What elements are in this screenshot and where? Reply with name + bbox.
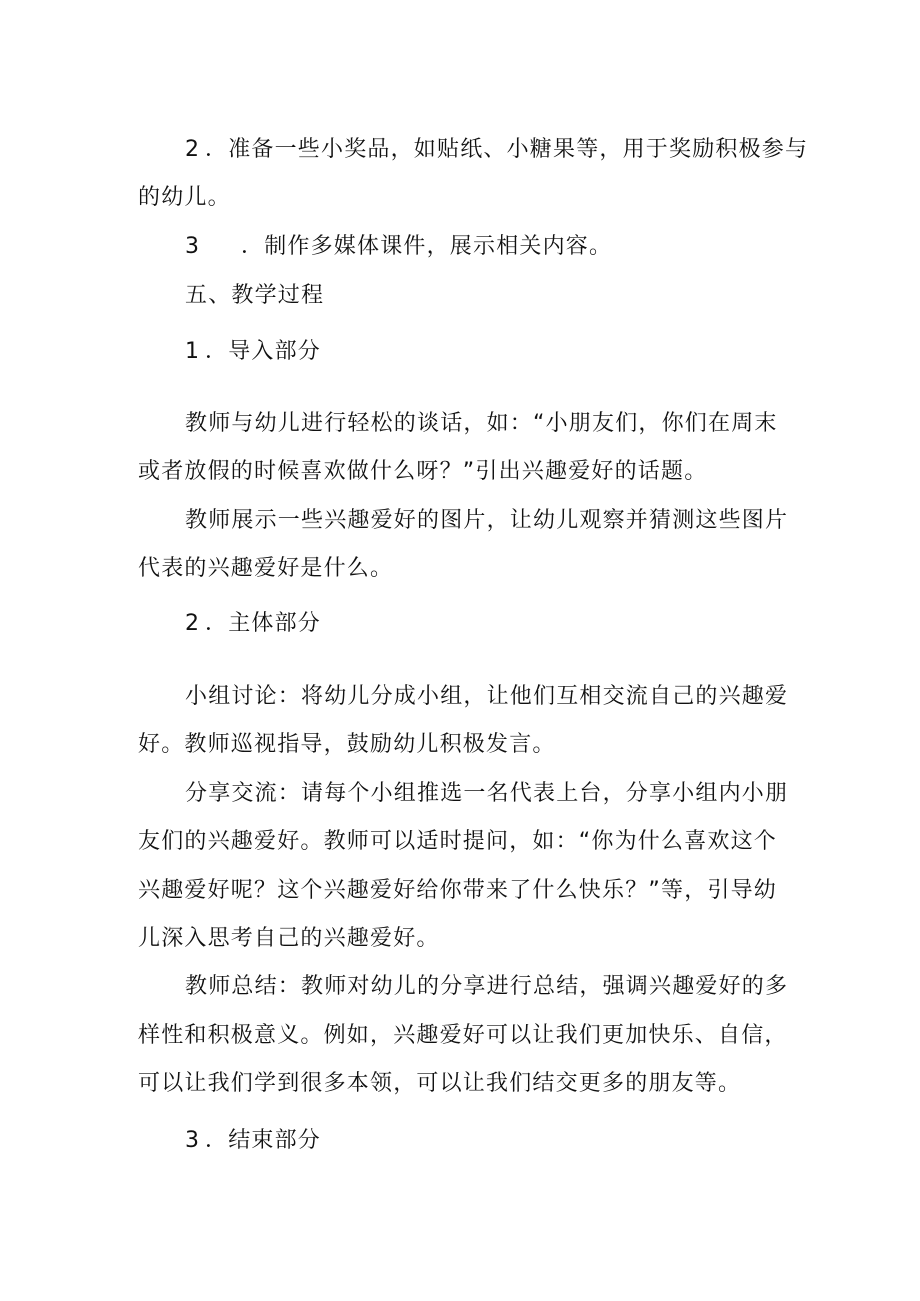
subsection-heading-intro [185,337,321,367]
list-item-multimedia [185,232,612,262]
paragraph-line: ．准备一些小奖品，如贴纸、小糖果等，用于奖励积极参与 [205,137,809,162]
list-number: 3 [185,1128,201,1153]
list-number: 2 [185,137,201,162]
subsection-title: ．主体部分 [205,611,322,636]
paragraph-line: ．制作多媒体课件，展示相关内容。 [241,234,613,259]
paragraph-line: 小组讨论：将幼儿分成小组，让他们互相交流自己的兴趣爱 [185,684,789,709]
paragraph-line: 教师与幼儿进行轻松的谈话，如：“小朋友们，你们在周末 [185,411,778,436]
paragraph-line: 教师总结：教师对幼儿的分享进行总结，强调兴趣爱好的多 [185,974,789,999]
paragraph-line: 可以让我们学到很多本领，可以让我们结交更多的朋友等。 [138,1071,742,1096]
section-heading: 五、教学过程 [185,283,325,308]
subsection-title: ．导入部分 [205,339,322,364]
paragraph-line: 代表的兴趣爱好是什么。 [138,556,394,581]
paragraph-line: 分享交流：请每个小组推选一名代表上台，分享小组内小朋 [185,781,789,806]
paragraph-line: 样性和积极意义。例如，兴趣爱好可以让我们更加快乐、自信， [138,1023,788,1048]
paragraph-line: 友们的兴趣爱好。教师可以适时提问，如：“你为什么喜欢这个 [138,829,777,854]
paragraph-line: 或者放假的时候喜欢做什么呀？”引出兴趣爱好的话题。 [138,459,708,484]
paragraph-line: 好。教师巡视指导，鼓励幼儿积极发言。 [138,732,556,757]
subsection-title: ．结束部分 [205,1128,322,1153]
list-number: 1 [185,339,201,364]
list-item-prepare-prizes [185,135,808,165]
paragraph-line: 教师展示一些兴趣爱好的图片，让幼儿观察并猜测这些图片 [185,508,789,533]
list-number: 2 [185,611,201,636]
subsection-heading-main [185,609,321,639]
subsection-heading-ending [185,1126,321,1156]
paragraph-line: 的幼儿。 [138,185,231,210]
paragraph-line: 兴趣爱好呢？这个兴趣爱好给你带来了什么快乐？”等，引导幼 [138,878,777,903]
list-number: 3 [185,234,201,259]
paragraph-line: 儿深入思考自己的兴趣爱好。 [138,926,440,951]
